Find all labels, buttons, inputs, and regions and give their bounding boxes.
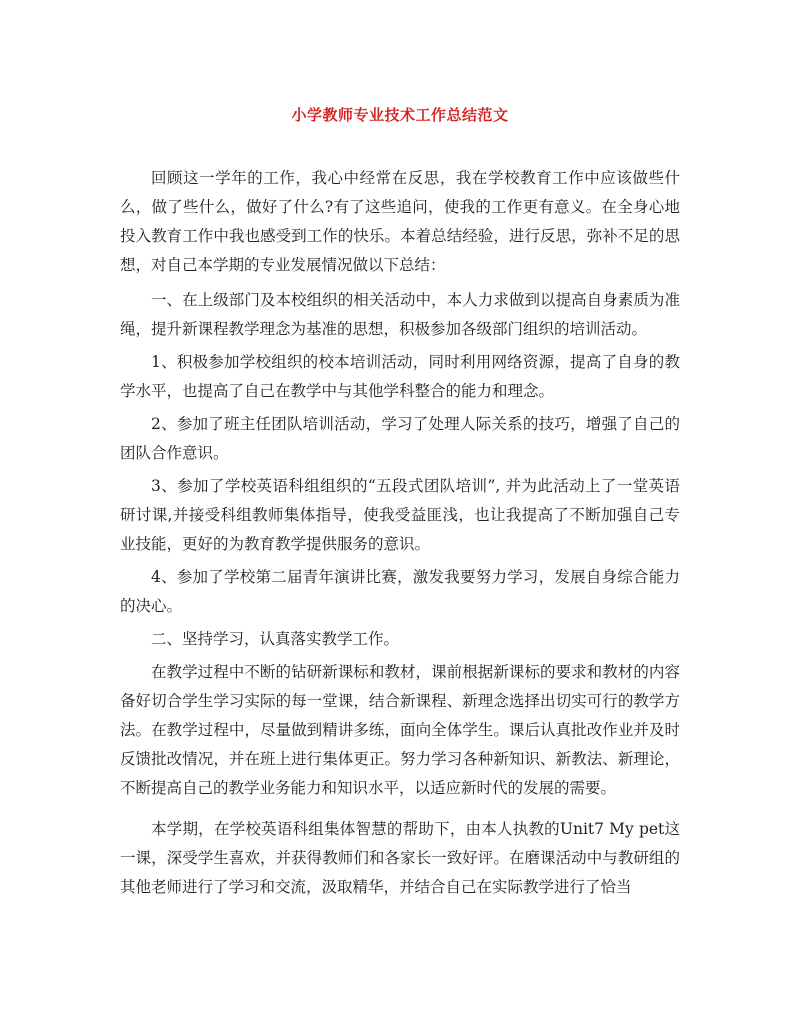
document-body [120,164,680,908]
paragraph-item-4: 4、参加了学校第二届青年演讲比赛，激发我要努力学习，发展自身综合能力的决心。 [120,568,680,615]
paragraph-item-2: 2、参加了班主任团队培训活动，学习了处理人际关系的技巧，增强了自己的团队合作意识。 [120,415,680,462]
paragraph-teaching: 在教学过程中不断的钻研新课标和教材，课前根据新课标的要求和教材的内容备好切合学生学习实际的每一堂课，结合新课程、新理念选择出切实可行的教学方法。在教学过程中，尽量做到精讲多练，面向全体学生。课后认真批改作业并及时反馈批改情况，并在班上进行集体更正。努力学习各种新知识、新教法、新理论，不断提高自己的教学业务能力和知识水平，以适应新时代的发展的需要。 [120,663,680,797]
paragraph-item-3: 3、参加了学校英语科组组织的“五段式团队培训”, 并为此活动上了一堂英语研讨课,并接受科组教师集体指导，使我受益匪浅，也让我提高了不断加强自己专业技能，更好的为教育教学提供服务的意识。 [120,477,680,553]
paragraph-section-1: 一、在上级部门及本校组织的相关活动中，本人力求做到以提高自身素质为准绳，提升新课程教学理念为基准的思想，积极参加各级部门组织的培训活动。 [120,291,680,338]
document-title: 小学教师专业技术工作总结范文 [291,106,509,124]
paragraph-semester: 本学期，在学校英语科组集体智慧的帮助下，由本人执教的Unit7 My pet这一课，深受学生喜欢，并获得教师们和各家长一致好评。在磨课活动中与教研组的其他老师进行了学习和交流，汲取精华，并结合自己在实际教学进行了恰当 [120,820,680,896]
paragraph-section-2: 二、坚持学习，认真落实教学工作。 [151,630,400,648]
paragraph-item-1: 1、积极参加学校组织的校本培训活动，同时利用网络资源，提高了自身的教学水平，也提高了自己在教学中与其他学科整合的能力和理念。 [120,353,680,400]
paragraph-intro: 回顾这一学年的工作，我心中经常在反思，我在学校教育工作中应该做些什么，做了些什么，做好了什么?有了这些追问，使我的工作更有意义。在全身心地投入教育工作中我也感受到工作的快乐。本着总结经验，进行反思，弥补不足的思想，对自己本学期的专业发展情况做以下总结： [120,169,680,274]
